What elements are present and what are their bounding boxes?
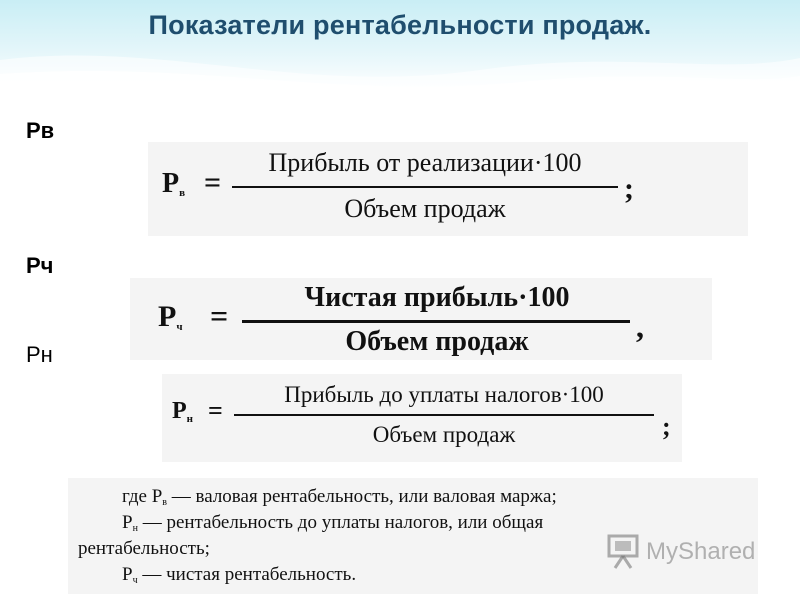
formula-rch-equals: =: [210, 298, 229, 334]
formula-rch-fraction-bar: [242, 320, 630, 323]
watermark: [606, 532, 766, 572]
formula-rn-numerator: Прибыль до уплаты налогов·100: [284, 382, 604, 407]
watermark-text: MyShared: [646, 538, 756, 565]
label-rv: Рв: [26, 118, 55, 143]
note-line-rv: где $Р_в$ — валовая рентабельность, или валовая маржа;: [122, 486, 557, 508]
formula-rv-numerator: Прибыль от реализации·100: [268, 148, 582, 177]
slide-title-text: Показатели рентабельности продаж: [148, 10, 644, 40]
note-line-rch: $Р_ч$ — чистая рентабельность.: [122, 564, 357, 586]
note-line-rn-continued: рентабельность;: [78, 538, 210, 559]
formula-rn: [162, 374, 682, 462]
formula-rv-equals: =: [204, 166, 222, 199]
formula-rn-fraction-bar: [234, 414, 654, 416]
formula-rch-comma: ,: [636, 308, 644, 344]
formula-rn-semicolon: ;: [662, 412, 671, 441]
header-band: [0, 0, 800, 92]
formula-rv-denominator: Объем продаж: [344, 194, 506, 223]
formula-rn-equals: =: [208, 396, 223, 425]
label-rch: Рч: [26, 253, 54, 278]
formula-rv: [148, 142, 748, 236]
formula-rch: [130, 278, 712, 360]
formula-rn-lhs: $Р_н$: [172, 398, 194, 425]
formula-rv-semicolon: ;: [624, 172, 634, 205]
formula-rv-fraction-bar: [232, 186, 618, 188]
label-rn: Рн: [26, 342, 53, 367]
slide-title: [0, 10, 800, 41]
formula-rv-lhs: $Р_в$: [162, 168, 186, 199]
formula-rn-denominator: Объем продаж: [372, 422, 516, 447]
formula-rch-lhs: $Р_ч$: [158, 300, 183, 333]
projector-screen-icon: [606, 532, 642, 572]
formula-rch-denominator: Объем продаж: [345, 326, 529, 357]
formula-rch-numerator: Чистая прибыль·100: [304, 282, 570, 313]
note-line-rn: $Р_н$ — рентабельность до уплаты налогов, или общая: [122, 512, 544, 534]
slide-title-suffix: .: [643, 10, 652, 40]
